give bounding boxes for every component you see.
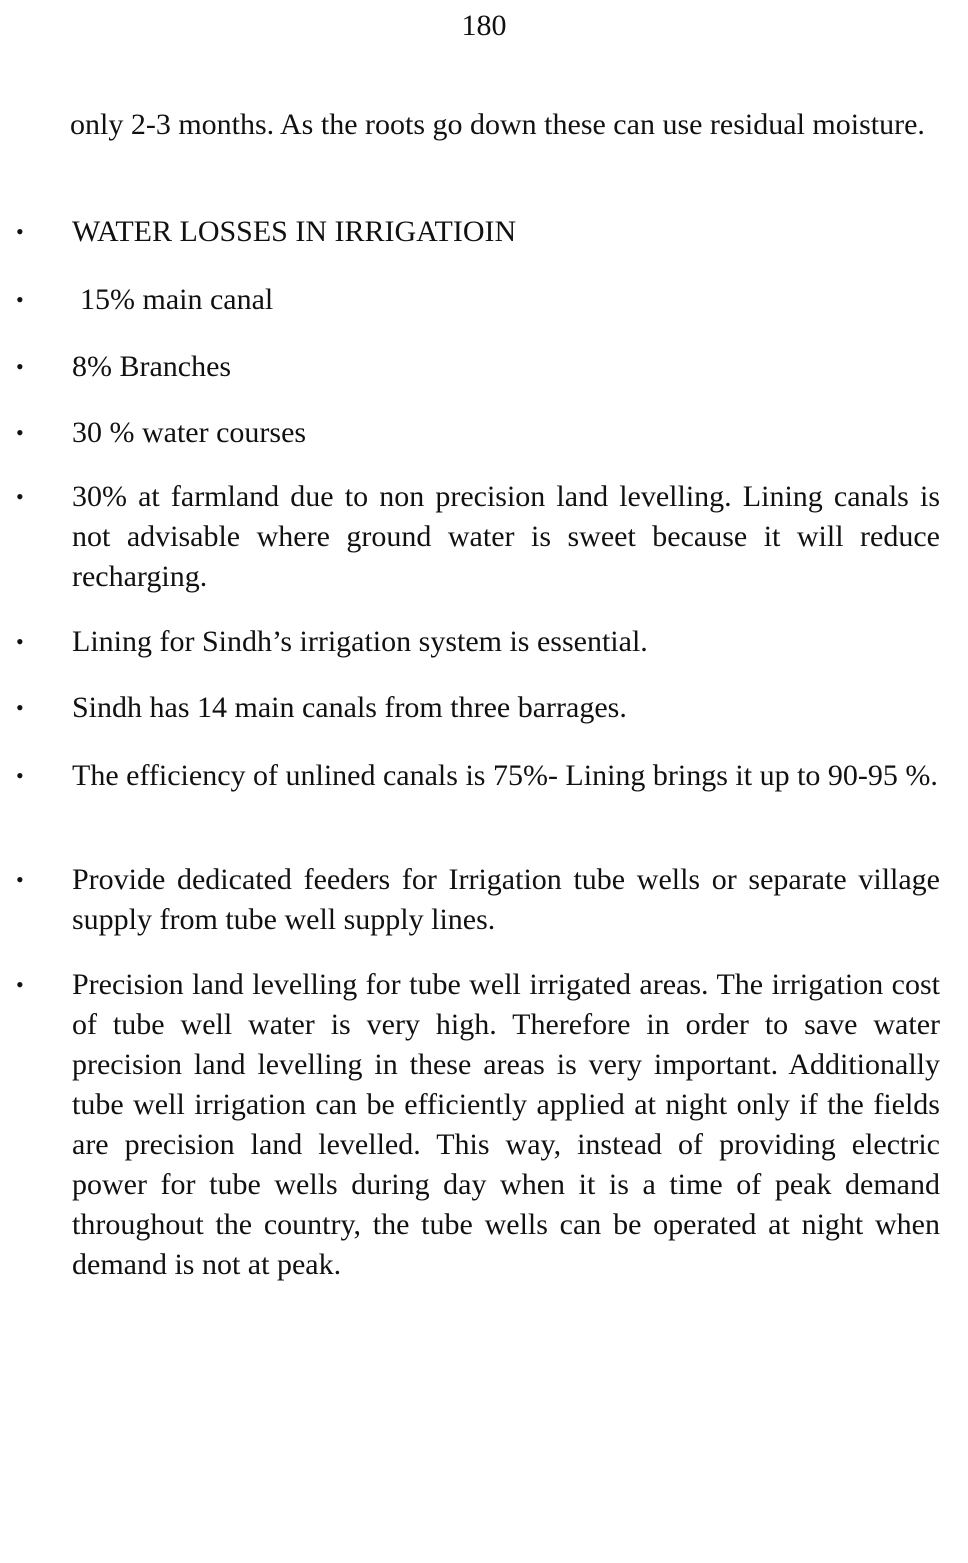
bullet-dot-icon: • <box>16 287 24 312</box>
bullet-text: Provide dedicated feeders for Irrigation tube wells or separate village supply from tube well supply lines. <box>72 863 940 936</box>
bullet-text: 15% main canal <box>80 283 274 316</box>
bullet-dot-icon: • <box>16 629 24 654</box>
page-number: 180 <box>461 9 507 42</box>
bullet-text: 30 % water courses <box>72 416 307 449</box>
bullet-text: 8% Branches <box>72 350 232 383</box>
bullet-text: WATER LOSSES IN IRRIGATIOIN <box>72 215 517 248</box>
bullet-text: Precision land levelling for tube well irrigated areas. The irrigation cost of tube well water is very high. Therefore in order to save water precision land levelling in these areas is very important. Additionally tube well irrigation can be efficiently applied at night only if the fields are precision land levelled. This way, instead of providing electric power for tube wells during day when it is a time of peak demand throughout the country, the tube wells can be operated at night when demand is not at peak. <box>72 968 940 1281</box>
bullet-dot-icon: • <box>16 867 24 892</box>
intro-paragraph: only 2-3 months. As the roots go down these can use residual moisture. <box>70 108 925 141</box>
bullet-dot-icon: • <box>16 484 24 509</box>
bullet-dot-icon: • <box>16 972 24 997</box>
bullet-dot-icon: • <box>16 695 24 720</box>
bullet-dot-icon: • <box>16 354 24 379</box>
bullet-text: 30% at farmland due to non precision land levelling. Lining canals is not advisable where ground water is sweet because it will reduce recharging. <box>72 480 940 593</box>
bullet-text: Sindh has 14 main canals from three barrages. <box>72 691 627 724</box>
bullet-text: Lining for Sindh’s irrigation system is essential. <box>72 625 648 658</box>
bullet-dot-icon: • <box>16 763 24 788</box>
bullet-text: The efficiency of unlined canals is 75%- Lining brings it up to 90-95 %. <box>72 759 938 792</box>
bullet-dot-icon: • <box>16 219 24 244</box>
bullet-dot-icon: • <box>16 420 24 445</box>
